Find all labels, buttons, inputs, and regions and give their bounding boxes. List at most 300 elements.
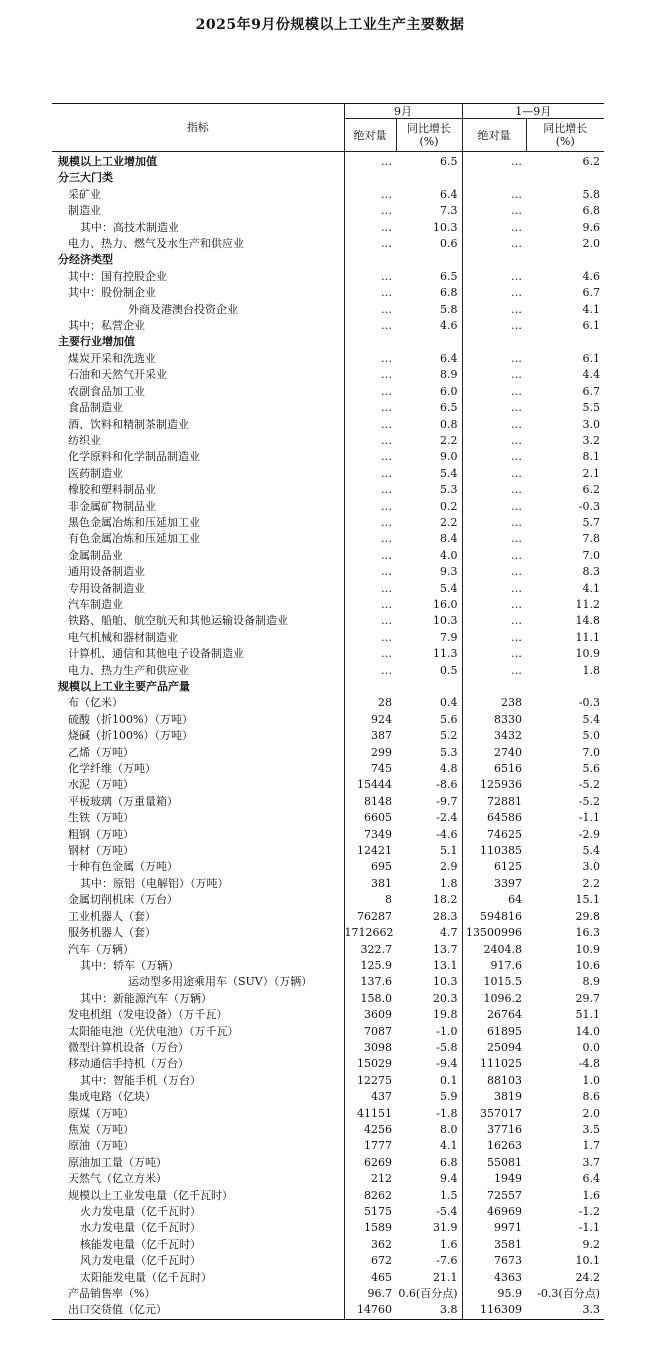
- row-label: 规模以上工业主要产品产量: [58, 680, 190, 693]
- sep-absolute-cell: 1589: [344, 1220, 396, 1236]
- sep-yoy-cell: 6.8: [440, 1155, 458, 1169]
- ytd-absolute-cell: …: [462, 564, 526, 580]
- sep-yoy-cell: 2.2: [440, 515, 458, 529]
- table-row: [52, 187, 604, 203]
- ytd-absolute-cell: 917.6: [462, 958, 526, 974]
- row-label: 产品销售率（%）: [68, 1287, 156, 1301]
- sep-absolute-cell: 15444: [344, 777, 396, 793]
- ytd-yoy-cell: 3.7: [582, 1155, 600, 1169]
- table-row: [52, 367, 604, 383]
- row-label: 原油加工量（万吨）: [68, 1155, 167, 1169]
- table-row: [52, 433, 604, 449]
- ytd-absolute-cell: …: [462, 285, 526, 301]
- ytd-absolute-cell: …: [462, 351, 526, 367]
- table-row: [52, 564, 604, 580]
- table-row: [52, 449, 604, 465]
- ytd-yoy-cell: 11.2: [575, 597, 600, 611]
- sep-absolute-cell: …: [344, 351, 396, 367]
- table-row: [52, 384, 604, 400]
- ytd-absolute-cell: 1015.5: [462, 974, 526, 990]
- sep-yoy-cell: 0.8: [440, 417, 458, 431]
- row-label: 发电机组（发电设备）（万千瓦）: [68, 1008, 228, 1022]
- ytd-absolute-cell: 7673: [462, 1253, 526, 1269]
- table-row: [52, 1138, 604, 1154]
- row-label: 原煤（万吨）: [68, 1106, 134, 1120]
- table-row: [52, 1007, 604, 1023]
- sep-yoy-cell: 10.3: [433, 220, 458, 234]
- table-row: [52, 531, 604, 547]
- ytd-yoy-cell: 7.0: [582, 548, 600, 562]
- sep-yoy-cell: 2.9: [440, 860, 458, 874]
- table-row: [52, 663, 604, 679]
- table-row: [52, 285, 604, 301]
- sep-yoy-cell: 13.1: [433, 958, 458, 972]
- row-label: 计算机、通信和其他电子设备制造业: [68, 647, 244, 661]
- ytd-absolute-cell: 6125: [462, 859, 526, 875]
- sep-yoy-cell: 7.3: [440, 204, 458, 218]
- sep-absolute-cell: [344, 334, 396, 350]
- row-label: 服务机器人（套）: [68, 926, 156, 940]
- sep-absolute-cell: 299: [344, 745, 396, 761]
- ytd-yoy-cell: 1.6: [582, 1188, 600, 1202]
- ytd-yoy-cell: 6.2: [582, 155, 600, 168]
- sep-absolute-cell: 695: [344, 859, 396, 875]
- sep-absolute-cell: …: [344, 152, 396, 171]
- row-label: 黑色金属冶炼和压延加工业: [68, 515, 200, 529]
- sep-absolute-cell: …: [344, 548, 396, 564]
- table-row: [52, 843, 604, 859]
- row-label: 布（亿米）: [68, 696, 123, 710]
- sep-yoy-cell: 28.3: [433, 909, 458, 923]
- row-label: 分三大门类: [58, 171, 113, 185]
- sep-yoy-cell: 31.9: [433, 1221, 458, 1235]
- row-label: 有色金属冶炼和压延加工业: [68, 532, 200, 546]
- ytd-yoy-cell: 10.9: [575, 942, 600, 956]
- row-label: 钢材（万吨）: [68, 844, 134, 858]
- ytd-absolute-cell: …: [462, 499, 526, 515]
- row-label: 汽车制造业: [68, 597, 123, 611]
- ytd-absolute-cell: 9971: [462, 1220, 526, 1236]
- row-label: 主要行业增加值: [58, 335, 135, 349]
- row-label: 医药制造业: [68, 466, 123, 480]
- table-row: [52, 1171, 604, 1187]
- sep-absolute-cell: …: [344, 269, 396, 285]
- header-ytd-yoy-label: 同比增长: [543, 122, 588, 135]
- row-label: 工业机器人（套）: [68, 909, 156, 923]
- sep-yoy-cell: 4.7: [440, 926, 458, 940]
- sep-absolute-cell: 322.7: [344, 942, 396, 958]
- table-row: [52, 170, 604, 186]
- sep-yoy-cell: 4.1: [440, 1139, 458, 1153]
- row-label: 电气机械和器材制造业: [68, 630, 178, 644]
- sep-yoy-cell: 6.8: [440, 286, 458, 300]
- row-label: 火力发电量（亿千瓦时）: [80, 1205, 201, 1218]
- ytd-absolute-cell: 3819: [462, 1089, 526, 1105]
- header-ytd-yoy-unit: (%): [555, 135, 575, 148]
- table-row: [52, 1188, 604, 1204]
- ytd-absolute-cell: 3432: [462, 728, 526, 744]
- table-row: [52, 859, 604, 875]
- sep-yoy-cell: 10.3: [433, 975, 458, 989]
- table-row: [52, 499, 604, 515]
- ytd-yoy-cell: -2.9: [578, 827, 600, 841]
- sep-yoy-cell: -2.4: [436, 811, 458, 825]
- table-header: [52, 104, 604, 152]
- ytd-absolute-cell: …: [462, 152, 526, 171]
- header-period-ytd: 1—9月: [462, 104, 604, 119]
- sep-absolute-cell: …: [344, 220, 396, 236]
- table-row: [52, 630, 604, 646]
- row-label: 化学纤维（万吨）: [68, 762, 156, 776]
- ytd-yoy-cell: -1.2: [578, 1205, 600, 1218]
- table-row: [52, 810, 604, 826]
- ytd-absolute-cell: 16263: [462, 1138, 526, 1154]
- table-row: [52, 252, 604, 268]
- table-row: [52, 646, 604, 662]
- row-label: 生铁（万吨）: [68, 811, 134, 825]
- ytd-absolute-cell: 25094: [462, 1040, 526, 1056]
- row-label: 运动型多用途乘用车（SUV）（万辆）: [128, 975, 313, 989]
- row-label: 其中：新能源汽车（万辆）: [80, 991, 212, 1005]
- table-row: [52, 1089, 604, 1105]
- ytd-yoy-cell: 8.1: [582, 450, 600, 464]
- sep-absolute-cell: …: [344, 613, 396, 629]
- table-row: [52, 400, 604, 416]
- table-row: [52, 269, 604, 285]
- table-row: [52, 613, 604, 629]
- sep-absolute-cell: …: [344, 564, 396, 580]
- table-row: [52, 794, 604, 810]
- row-label: 其中：轿车（万辆）: [80, 958, 179, 972]
- ytd-absolute-cell: [462, 679, 526, 695]
- ytd-yoy-cell: 6.1: [582, 351, 600, 365]
- ytd-absolute-cell: …: [462, 597, 526, 613]
- sep-absolute-cell: …: [344, 400, 396, 416]
- sep-absolute-cell: 137.6: [344, 974, 396, 990]
- sep-absolute-cell: …: [344, 236, 396, 252]
- row-label: 其中：股份制企业: [68, 286, 156, 300]
- ytd-yoy-cell: -5.2: [578, 794, 600, 808]
- header-ytd-yoy: [526, 119, 604, 152]
- sep-absolute-cell: 41151: [344, 1106, 396, 1122]
- sep-yoy-cell: 11.3: [433, 647, 458, 661]
- row-label: 核能发电量（亿千瓦时）: [80, 1237, 201, 1251]
- sep-absolute-cell: 212: [344, 1171, 396, 1187]
- ytd-yoy-cell: 16.3: [575, 926, 600, 940]
- table-row: [52, 695, 604, 711]
- sep-yoy-cell: 0.5: [440, 663, 458, 677]
- sep-absolute-cell: 7349: [344, 827, 396, 843]
- sep-absolute-cell: 7087: [344, 1024, 396, 1040]
- sep-absolute-cell: 76287: [344, 909, 396, 925]
- table-row: [52, 1270, 604, 1286]
- ytd-yoy-cell: 7.0: [582, 745, 600, 759]
- row-label: 非金属矿物制品业: [68, 499, 156, 513]
- ytd-yoy-cell: 4.1: [582, 581, 600, 595]
- table-row: [52, 777, 604, 793]
- sep-absolute-cell: …: [344, 203, 396, 219]
- sep-absolute-cell: 14760: [344, 1302, 396, 1319]
- sep-yoy-cell: -1.8: [436, 1106, 458, 1120]
- table-row: [52, 1286, 604, 1302]
- ytd-absolute-cell: …: [462, 466, 526, 482]
- sep-yoy-cell: 6.5: [440, 401, 458, 415]
- ytd-absolute-cell: 55081: [462, 1155, 526, 1171]
- ytd-yoy-cell: 6.2: [582, 483, 600, 497]
- sep-yoy-cell: -7.6: [436, 1254, 458, 1268]
- row-label: 分经济类型: [58, 253, 113, 267]
- ytd-yoy-cell: 3.0: [582, 860, 600, 874]
- sep-absolute-cell: 381: [344, 876, 396, 892]
- ytd-yoy-cell: -1.1: [578, 811, 600, 825]
- ytd-yoy-cell: 6.4: [582, 1172, 600, 1186]
- row-label: 风力发电量（亿千瓦时）: [80, 1254, 201, 1268]
- ytd-yoy-cell: 2.1: [582, 466, 600, 480]
- table-row: [52, 417, 604, 433]
- row-label: 十种有色金属（万吨）: [68, 860, 178, 874]
- row-label: 橡胶和塑料制品业: [68, 483, 156, 497]
- ytd-absolute-cell: 6516: [462, 761, 526, 777]
- ytd-absolute-cell: 1949: [462, 1171, 526, 1187]
- ytd-yoy-cell: [526, 170, 604, 186]
- header-sep-yoy: [396, 119, 462, 152]
- sep-absolute-cell: 5175: [344, 1204, 396, 1220]
- sep-absolute-cell: 745: [344, 761, 396, 777]
- ytd-absolute-cell: …: [462, 203, 526, 219]
- sep-yoy-cell: 16.0: [433, 597, 458, 611]
- table-row: [52, 220, 604, 236]
- row-label: 其中：原铝（电解铝）（万吨）: [80, 876, 229, 890]
- table-row: [52, 679, 604, 695]
- sep-yoy-cell: 0.6: [440, 237, 458, 251]
- table-row: [52, 203, 604, 219]
- sep-yoy-cell: 5.8: [440, 302, 458, 316]
- sep-yoy-cell: -5.4: [436, 1205, 458, 1218]
- row-label: 集成电路（亿块）: [68, 1090, 156, 1104]
- table-row: [52, 548, 604, 564]
- sep-absolute-cell: 437: [344, 1089, 396, 1105]
- table-row: [52, 1204, 604, 1220]
- header-ytd-absolute: 绝对量: [462, 119, 526, 152]
- row-label: 平板玻璃（万重量箱）: [68, 794, 178, 808]
- sep-yoy-cell: [396, 170, 462, 186]
- row-label: 石油和天然气开采业: [68, 368, 167, 382]
- row-label: 采矿业: [68, 187, 101, 201]
- ytd-yoy-cell: 5.0: [582, 729, 600, 743]
- row-label: 烧碱（折100%）（万吨）: [68, 729, 193, 743]
- ytd-absolute-cell: 111025: [462, 1056, 526, 1072]
- ytd-absolute-cell: 74625: [462, 827, 526, 843]
- row-label: 通用设备制造业: [68, 565, 145, 579]
- sep-absolute-cell: 125.9: [344, 958, 396, 974]
- table-row: [52, 597, 604, 613]
- ytd-yoy-cell: 2.2: [582, 876, 600, 890]
- ytd-yoy-cell: -5.2: [578, 778, 600, 792]
- sep-yoy-cell: 5.2: [440, 729, 458, 743]
- sep-absolute-cell: 12275: [344, 1073, 396, 1089]
- ytd-yoy-cell: 15.1: [575, 893, 600, 907]
- row-label: 其中：高技术制造业: [80, 220, 179, 234]
- table-row: [52, 318, 604, 334]
- header-sep-yoy-unit: (%): [419, 135, 439, 148]
- sep-absolute-cell: 6269: [344, 1155, 396, 1171]
- ytd-absolute-cell: [462, 334, 526, 350]
- sep-yoy-cell: -4.6: [436, 827, 458, 841]
- ytd-yoy-cell: 6.1: [582, 319, 600, 333]
- sep-yoy-cell: [396, 334, 462, 350]
- sep-absolute-cell: …: [344, 499, 396, 515]
- ytd-yoy-cell: 2.0: [582, 1106, 600, 1120]
- row-label: 农副食品加工业: [68, 384, 145, 398]
- ytd-absolute-cell: …: [462, 515, 526, 531]
- table-row: [52, 761, 604, 777]
- table-row: [52, 991, 604, 1007]
- sep-absolute-cell: 15029: [344, 1056, 396, 1072]
- table-row: [52, 302, 604, 318]
- ytd-yoy-cell: 5.8: [582, 187, 600, 201]
- header-sep-yoy-label: 同比增长: [407, 122, 451, 135]
- ytd-yoy-cell: 3.2: [582, 433, 600, 447]
- ytd-absolute-cell: 357017: [462, 1106, 526, 1122]
- ytd-absolute-cell: 110385: [462, 843, 526, 859]
- table-row: [52, 1155, 604, 1171]
- sep-absolute-cell: 4256: [344, 1122, 396, 1138]
- sep-yoy-cell: -8.6: [436, 778, 458, 792]
- sep-yoy-cell: [396, 252, 462, 268]
- table-row: [52, 1106, 604, 1122]
- sep-yoy-cell: 8.4: [440, 532, 458, 546]
- sep-absolute-cell: 158.0: [344, 991, 396, 1007]
- ytd-absolute-cell: 116309: [462, 1302, 526, 1319]
- table-row: [52, 334, 604, 350]
- sep-yoy-cell: 4.0: [440, 548, 458, 562]
- ytd-absolute-cell: …: [462, 187, 526, 203]
- ytd-absolute-cell: …: [462, 302, 526, 318]
- ytd-yoy-cell: 6.7: [582, 384, 600, 398]
- sep-yoy-cell: 6.5: [440, 269, 458, 283]
- sep-yoy-cell: 18.2: [433, 893, 458, 907]
- ytd-absolute-cell: …: [462, 663, 526, 679]
- ytd-yoy-cell: 5.4: [582, 712, 600, 726]
- row-label: 制造业: [68, 204, 101, 218]
- sep-yoy-cell: 9.0: [440, 450, 458, 464]
- table-row: [52, 909, 604, 925]
- row-label: 微型计算机设备（万台）: [68, 1040, 189, 1054]
- table-row: [52, 1302, 604, 1319]
- ytd-absolute-cell: …: [462, 548, 526, 564]
- table-row: [52, 827, 604, 843]
- row-label: 焦炭（万吨）: [68, 1122, 134, 1136]
- table-row: [52, 581, 604, 597]
- ytd-yoy-cell: 11.1: [575, 630, 600, 644]
- ytd-yoy-cell: 4.4: [582, 368, 600, 382]
- table-row: [52, 892, 604, 908]
- sep-absolute-cell: 1777: [344, 1138, 396, 1154]
- table-row: [52, 1122, 604, 1138]
- sep-yoy-cell: 5.3: [440, 745, 458, 759]
- ytd-absolute-cell: 238: [462, 695, 526, 711]
- sep-absolute-cell: 96.7: [344, 1286, 396, 1302]
- sep-yoy-cell: 3.8: [396, 1302, 462, 1319]
- sep-yoy-cell: 5.4: [440, 466, 458, 480]
- ytd-absolute-cell: …: [462, 433, 526, 449]
- row-label: 原油（万吨）: [68, 1139, 134, 1153]
- ytd-yoy-cell: 7.8: [582, 532, 600, 546]
- sep-absolute-cell: 924: [344, 712, 396, 728]
- ytd-absolute-cell: [462, 170, 526, 186]
- ytd-absolute-cell: 3397: [462, 876, 526, 892]
- row-label: 铁路、船舶、航空航天和其他运输设备制造业: [68, 614, 288, 628]
- sep-yoy-cell: 5.1: [440, 844, 458, 858]
- ytd-absolute-cell: 72557: [462, 1188, 526, 1204]
- table-row: [52, 942, 604, 958]
- sep-absolute-cell: 1712662: [344, 925, 396, 941]
- sep-absolute-cell: 672: [344, 1253, 396, 1269]
- table-row: [52, 1040, 604, 1056]
- ytd-absolute-cell: …: [462, 417, 526, 433]
- sep-absolute-cell: …: [344, 646, 396, 662]
- sep-absolute-cell: …: [344, 285, 396, 301]
- ytd-yoy-cell: 14.8: [575, 614, 600, 628]
- ytd-yoy-cell: 6.7: [582, 286, 600, 300]
- ytd-yoy-cell: [526, 334, 604, 350]
- ytd-yoy-cell: 2.0: [582, 237, 600, 251]
- row-label: 规模以上工业增加值: [58, 155, 157, 168]
- sep-absolute-cell: …: [344, 417, 396, 433]
- sep-yoy-cell: 10.3: [433, 614, 458, 628]
- sep-absolute-cell: 28: [344, 695, 396, 711]
- ytd-absolute-cell: [462, 252, 526, 268]
- sep-yoy-cell: 4.8: [440, 762, 458, 776]
- table-body: [52, 152, 604, 1320]
- sep-absolute-cell: …: [344, 515, 396, 531]
- sep-yoy-cell: 0.1: [440, 1073, 458, 1087]
- sep-yoy-cell: 8.9: [440, 368, 458, 382]
- sep-yoy-cell: 5.3: [440, 483, 458, 497]
- ytd-absolute-cell: …: [462, 400, 526, 416]
- ytd-yoy-cell: [526, 679, 604, 695]
- sep-yoy-cell: 13.7: [433, 942, 458, 956]
- ytd-absolute-cell: …: [462, 482, 526, 498]
- row-label: 食品制造业: [68, 401, 123, 415]
- row-label: 硫酸（折100%）（万吨）: [68, 712, 193, 726]
- ytd-yoy-cell: -0.3: [578, 696, 600, 710]
- sep-yoy-cell: 6.0: [440, 384, 458, 398]
- sep-absolute-cell: …: [344, 466, 396, 482]
- table-row: [52, 925, 604, 941]
- row-label: 天然气（亿立方米）: [68, 1172, 167, 1186]
- sep-yoy-cell: 21.1: [433, 1270, 458, 1284]
- sep-yoy-cell: -1.0: [436, 1024, 458, 1038]
- sep-yoy-cell: 5.6: [440, 712, 458, 726]
- sep-yoy-cell: 5.9: [440, 1090, 458, 1104]
- sep-absolute-cell: …: [344, 581, 396, 597]
- ytd-yoy-cell: 5.5: [582, 401, 600, 415]
- header-period-september: 9月: [344, 104, 462, 119]
- table-row: [52, 1237, 604, 1253]
- ytd-absolute-cell: 125936: [462, 777, 526, 793]
- sep-yoy-cell: 2.2: [440, 433, 458, 447]
- sep-yoy-cell: -9.4: [436, 1057, 458, 1071]
- sep-absolute-cell: …: [344, 302, 396, 318]
- row-label: 金属制品业: [68, 548, 123, 562]
- ytd-absolute-cell: 72881: [462, 794, 526, 810]
- sep-absolute-cell: 362: [344, 1237, 396, 1253]
- sep-absolute-cell: …: [344, 630, 396, 646]
- page-title: 2025年9月份规模以上工业生产主要数据: [195, 17, 465, 33]
- row-label: 纺织业: [68, 433, 101, 447]
- sep-absolute-cell: …: [344, 531, 396, 547]
